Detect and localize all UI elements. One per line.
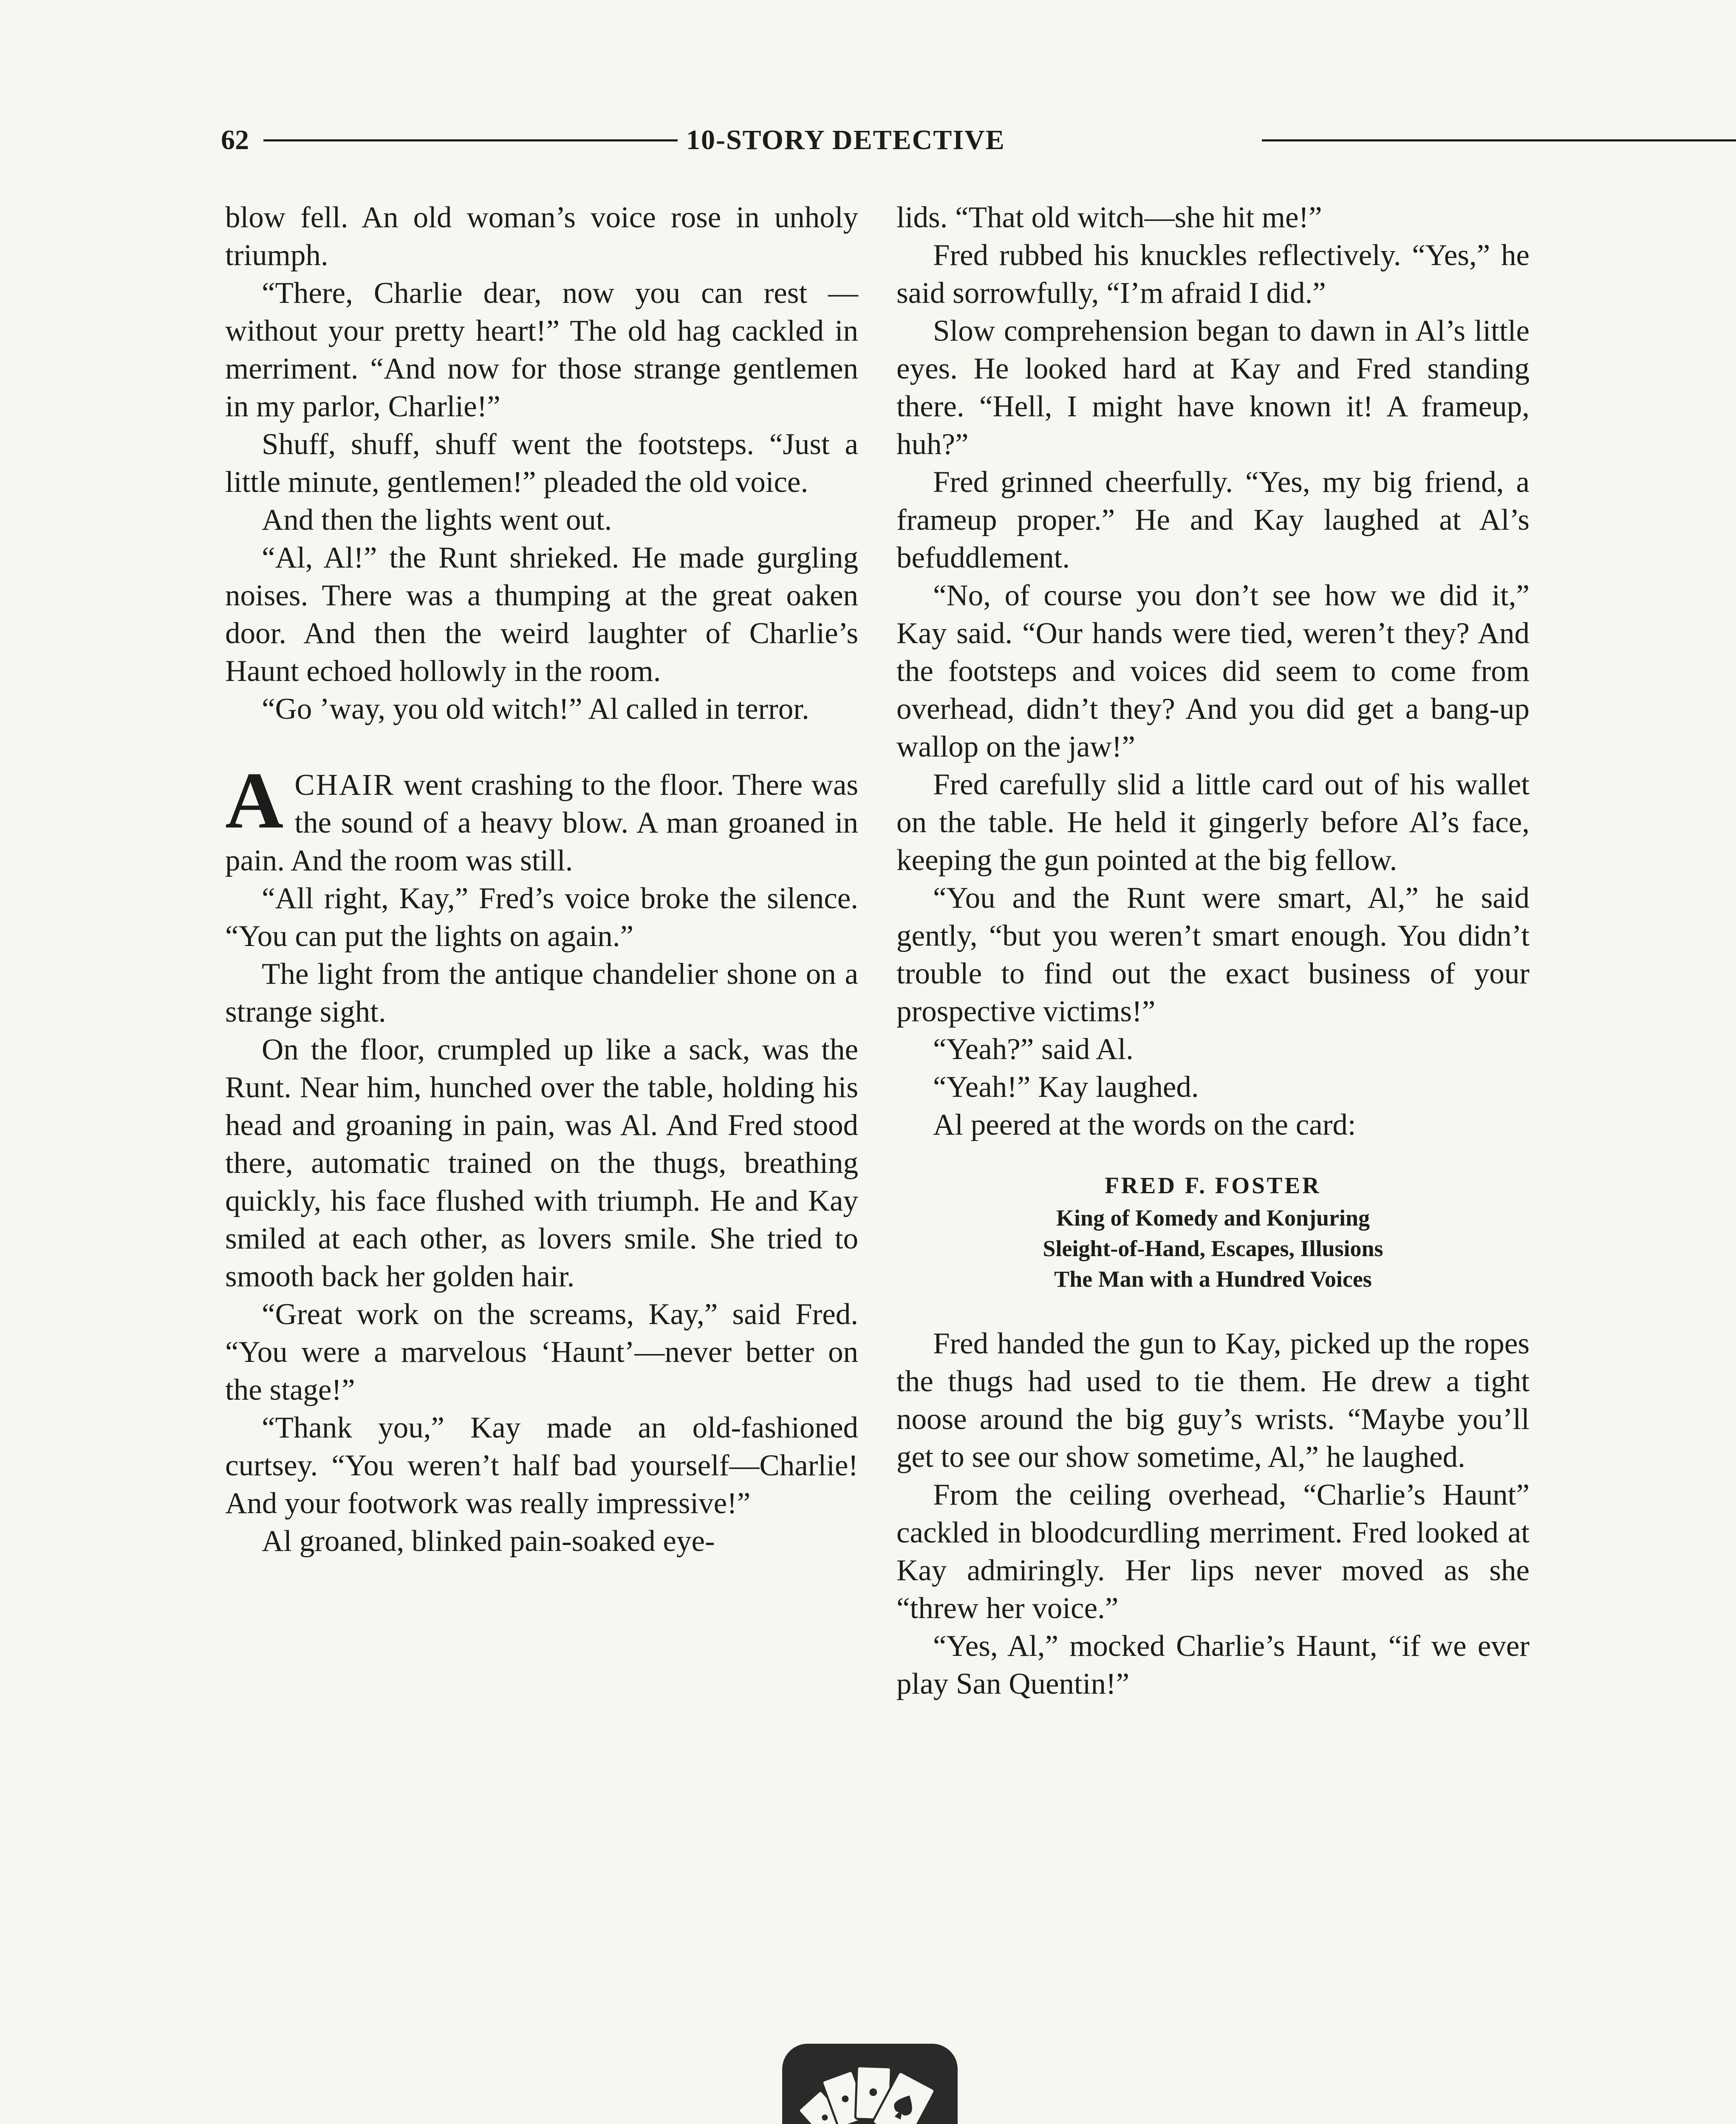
story-paragraph: blow fell. An old woman’s voice rose in unholy triumph.: [225, 201, 858, 272]
story-paragraph: Al peered at the words on the card:: [933, 1108, 1356, 1141]
section-opening-paragraph: [225, 756, 858, 880]
story-paragraph: Al groaned, blinked pain-soaked eye-: [262, 1525, 715, 1558]
story-paragraph: The light from the antique chandelier shone on a strange sight.: [225, 957, 858, 1028]
story-paragraph: “Great work on the screams, Kay,” said Fred. “You were a marvelous ‘Haunt’—never better on the stage!”: [225, 1298, 858, 1407]
business-card: [896, 1169, 1530, 1294]
story-paragraph: “There, Charlie dear, now you can rest — without your pretty heart!” The old hag cackled in merriment. “And now for those strange gentlemen in my parlor, Charlie!”: [225, 277, 858, 423]
header-rule-right: [1262, 139, 1736, 141]
story-paragraph: “Yeah!” Kay laughed.: [933, 1070, 1199, 1104]
story-paragraph: Fred carefully slid a little card out of his wallet on the table. He held it gingerly before Al’s face, keeping the gun pointed at the big fellow.: [896, 768, 1530, 877]
story-paragraph: “All right, Kay,” Fred’s voice broke the silence. “You can put the lights on again.”: [225, 882, 858, 953]
opening-caps: CHAIR: [294, 768, 395, 802]
right-column: [896, 199, 1530, 1703]
story-paragraph: “Thank you,” Kay made an old-fashioned curtsey. “You weren’t half bad yourself—Charlie! And your footwork was really impressive!”: [225, 1411, 858, 1520]
story-paragraph: Shuff, shuff, shuff went the footsteps. “Just a little minute, gentlemen!” pleaded the old voice.: [225, 428, 858, 499]
card-line: Sleight-of-Hand, Escapes, Illusions: [1043, 1236, 1383, 1261]
publication-title: 10-STORY DETECTIVE: [686, 124, 1005, 155]
story-paragraph: From the ceiling overhead, “Charlie’s Haunt” cackled in bloodcurdling merriment. Fred looked at Kay admiringly. Her lips never moved as she “threw her voice.”: [896, 1478, 1530, 1625]
story-paragraph: Fred grinned cheerfully. “Yes, my big friend, a frameup proper.” He and Kay laughed at Al’s befuddlement.: [896, 466, 1530, 574]
story-paragraph: “No, of course you don’t see how we did it,” Kay said. “Our hands were tied, weren’t they? And the footsteps and voices did seem to come from overhead, didn’t they? And you did get a bang-up wallop on the jaw!”: [896, 579, 1530, 763]
drop-cap: A: [225, 756, 284, 845]
opening-text: went crashing to the floor. There was the sound of a heavy blow. A man groaned in pain. And the room was still.: [225, 768, 858, 877]
hand-holding-playing-cards-icon: [780, 2041, 960, 2124]
card-line: The Man with a Hundred Voices: [1054, 1266, 1372, 1292]
story-paragraph: And then the lights went out.: [262, 503, 612, 537]
story-paragraph: Slow comprehension began to dawn in Al’s little eyes. He looked hard at Kay and Fred standing there. “Hell, I might have known it! A frameup, huh?”: [896, 314, 1530, 461]
story-paragraph: “Yeah?” said Al.: [933, 1033, 1134, 1066]
story-paragraph: “Yes, Al,” mocked Charlie’s Haunt, “if we ever play San Quentin!”: [896, 1630, 1530, 1700]
story-paragraph: On the floor, crumpled up like a sack, was the Runt. Near him, hunched over the table, holding his head and groaning in pain, was Al. And Fred stood there, automatic trained on the thugs, breathing quickly, his face flushed with triumph. He and Kay smiled at each other, as lovers smile. She tried to smooth back her golden hair.: [225, 1033, 858, 1293]
story-paragraph: lids. “That old witch—she hit me!”: [896, 201, 1322, 234]
story-paragraph: Fred rubbed his knuckles reflectively. “Yes,” he said sorrowfully, “I’m afraid I did.”: [896, 239, 1530, 310]
story-paragraph: Fred handed the gun to Kay, picked up the ropes the thugs had used to tie them. He drew a tight noose around the big guy’s wrists. “Maybe you’ll get to see our show sometime, Al,” he laughed.: [896, 1327, 1530, 1474]
running-header: [221, 123, 1521, 157]
story-paragraph: “Go ’way, you old witch!” Al called in terror.: [262, 692, 809, 726]
card-name: FRED F. FOSTER: [1105, 1172, 1321, 1198]
left-column: [225, 199, 858, 1560]
header-rule-left: [263, 139, 678, 141]
story-paragraph: “You and the Runt were smart, Al,” he said gently, “but you weren’t smart enough. You didn’t trouble to find out the exact business of your prospective victims!”: [896, 881, 1530, 1028]
card-line: King of Komedy and Konjuring: [1056, 1205, 1370, 1231]
page-number: 62: [221, 124, 249, 155]
story-paragraph: “Al, Al!” the Runt shrieked. He made gurgling noises. There was a thumping at the great oaken door. And then the weird laughter of Charlie’s Haunt echoed hollowly in the room.: [225, 541, 858, 688]
